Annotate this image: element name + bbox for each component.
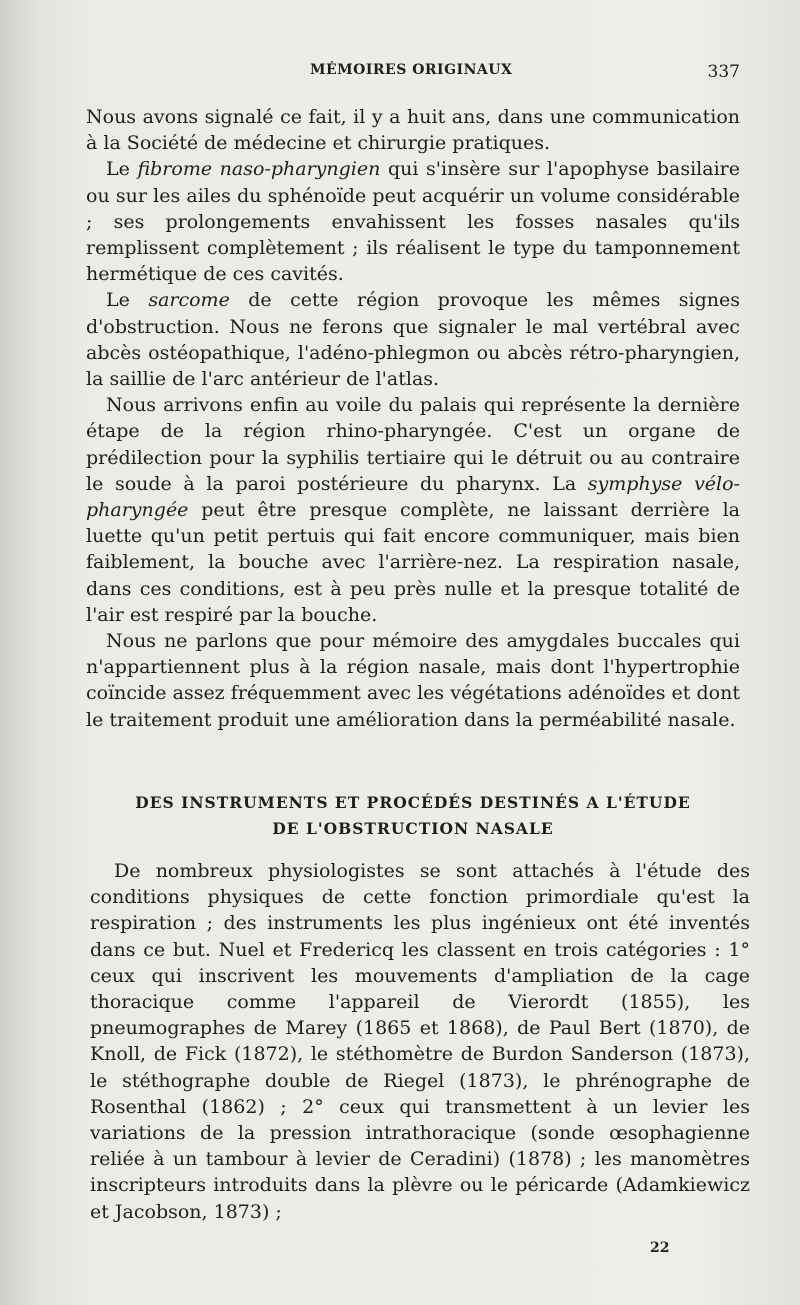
- section-text: [90, 858, 750, 1225]
- italic-term: fibrome naso-pharyngien: [137, 158, 381, 181]
- section-heading: [86, 790, 740, 842]
- body-text: [86, 104, 740, 733]
- section-heading-line: DES INSTRUMENTS ET PROCÉDÉS DESTINÉS A L'ÉTUDE: [135, 793, 691, 812]
- paragraph: [90, 858, 750, 1225]
- paragraph: [86, 392, 740, 628]
- italic-term: symphyse vélo-pharyngée: [86, 472, 740, 522]
- paragraph: [86, 156, 740, 287]
- signature-mark: 22: [650, 1240, 670, 1256]
- page-number: 337: [707, 62, 740, 82]
- paragraph-text: Nous avons signalé ce fait, il y a huit ans, dans une communication à la Société de médecine et chirurgie pratiques.: [86, 106, 740, 155]
- paragraph: [86, 287, 740, 392]
- paragraph-text: de cette région provoque les mêmes signes d'obstruction. Nous ne ferons que signaler le mal vertébral avec abcès ostéopathique, l'adéno-phlegmon ou abcès rétro-pharyngien, la saillie de l'arc antérieur de l'atlas.: [86, 289, 741, 391]
- running-head: MÉMOIRES ORIGINAUX: [310, 62, 513, 78]
- page-header: [90, 62, 740, 86]
- paragraph-text: qui s'insère sur l'apophyse basilaire ou sur les ailes du sphénoïde peut acquérir un volume considérable ; ses prolongements envahissent les fosses nasales qu'ils remplissent complètement ; ils réalisent le type du tamponnement hermétique de ces cavités.: [86, 158, 740, 286]
- paragraph: [86, 104, 740, 156]
- italic-term: sarcome: [148, 289, 230, 312]
- section-heading-line: DE L'OBSTRUCTION NASALE: [272, 819, 554, 838]
- paragraph-lead: Nous arrivons enfin au voile du palais qui représente la dernière étape de la région rhino-pharyngée. C'est un organe de prédilection pour la syphilis tertiaire qui le détruit ou au contraire le soude à la paroi postérieure du pharynx. La: [86, 394, 740, 495]
- paragraph-lead: Le: [106, 289, 149, 312]
- paragraph: [86, 628, 740, 733]
- paragraph-text: Nous ne parlons que pour mémoire des amygdales buccales qui n'appartiennent plus à la région nasale, mais dont l'hypertrophie coïncide assez fréquemment avec les végétations adénoïdes et dont le traitement produit une amélioration dans la perméabilité nasale.: [86, 630, 740, 731]
- paragraph-lead: Le: [106, 158, 138, 181]
- paragraph-text: De nombreux physiologistes se sont attachés à l'étude des conditions physiques de cette fonction primordiale qu'est la respiration ; des instruments les plus ingénieux ont été inventés dans ce but. Nuel et Fredericq les classent en trois catégories : 1° ceux qui inscrivent les mouvements d'ampliation de la cage thoracique comme l'appareil de Vierordt (1855), les pneumographes de Marey (1865 et 1868), de Paul Bert (1870), de Knoll, de Fick (1872), le stéthomètre de Burdon Sanderson (1873), le stéthographe double de Riegel (1873), le phrénographe de Rosenthal (1862) ; 2° ceux qui transmettent à un levier les variations de la pression intrathoracique (sonde œsophagienne reliée à un tambour à levier de Ceradini) (1878) ; les manomètres inscripteurs introduits dans la plèvre ou le péricarde (Adamkiewicz et Jacobson, 1873) ;: [90, 860, 750, 1223]
- paragraph-text: peut être presque complète, ne laissant derrière la luette qu'un petit pertuis qui fait encore communiquer, mais bien faiblement, la bouche avec l'arrière-nez. La respiration nasale, dans ces conditions, est à peu près nulle et la presque totalité de l'air est respiré par la bouche.: [86, 499, 740, 626]
